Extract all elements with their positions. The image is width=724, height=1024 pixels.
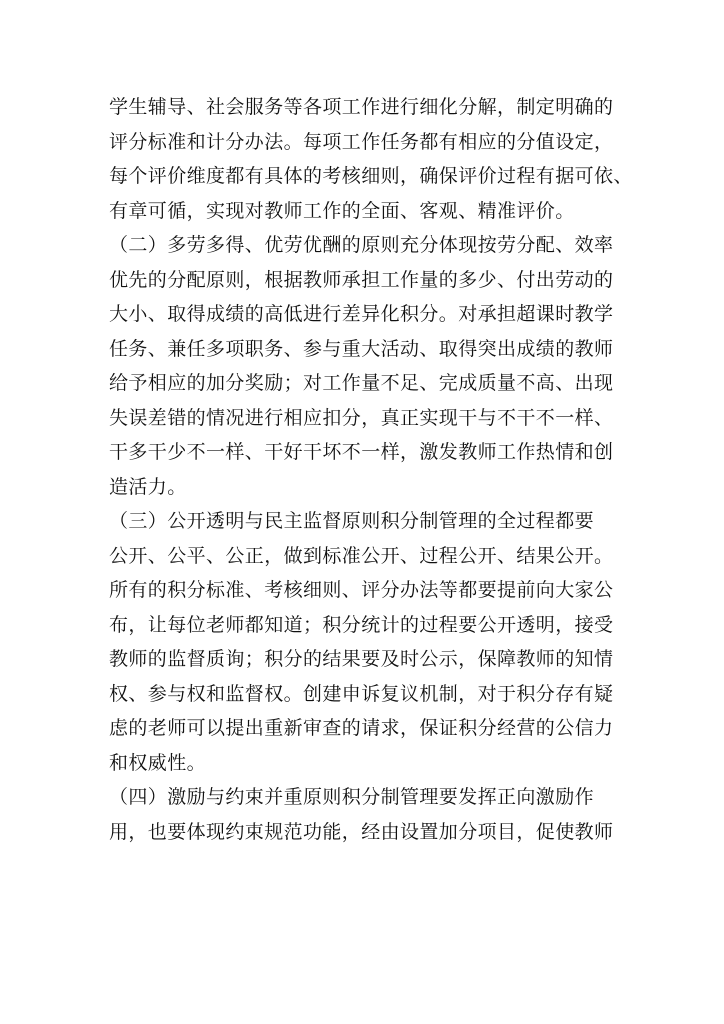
text-line: 公开、公平、公正，做到标准公开、过程公开、结果公开。 (109, 544, 614, 567)
text-line: 失误差错的情况进行相应扣分，真正实现干与不干不一样、 (109, 406, 614, 429)
section-heading-line: （三）公开透明与民主监督原则积分制管理的全过程都要 (109, 510, 595, 532)
text-line: 用，也要体现约束规范功能，经由设置加分项目，促使教师 (109, 820, 614, 843)
section-heading-line: （二）多劳多得、优劳优酬的原则充分体现按劳分配、效率 (109, 234, 614, 256)
text-line: 给予相应的加分奖励；对工作量不足、完成质量不高、出现 (109, 372, 614, 394)
text-line: 每个评价维度都有具体的考核细则，确保评价过程有据可依、 (109, 165, 633, 187)
text-line: 优先的分配原则，根据教师承担工作量的多少、付出劳动的 (109, 268, 614, 291)
text-line: 造活力。 (109, 475, 187, 498)
text-line: 教师的监督质询；积分的结果要及时公示，保障教师的知情 (109, 648, 614, 670)
text-line: 有章可循，实现对教师工作的全面、客观、精准评价。 (109, 199, 575, 222)
text-line: 权、参与权和监督权。创建申诉复议机制，对于积分存有疑 (109, 682, 614, 705)
text-line: 学生辅导、社会服务等各项工作进行细化分解，制定明确的 (109, 96, 614, 118)
text-line: 和权威性。 (109, 751, 207, 774)
text-line: 虑的老师可以提出重新审查的请求，保证积分经营的公信力 (109, 717, 614, 739)
text-line: 所有的积分标准、考核细则、评分办法等都要提前向大家公 (109, 579, 614, 601)
section-heading-line: （四）激励与约束并重原则积分制管理要发挥正向激励作 (109, 786, 595, 808)
body-text (109, 90, 724, 849)
text-line: 评分标准和计分办法。每项工作任务都有相应的分值设定， (109, 130, 614, 153)
text-line: 大小、取得成绩的高低进行差异化积分。对承担超课时教学 (109, 303, 614, 325)
text-line: 布，让每位老师都知道；积分统计的过程要公开透明，接受 (109, 613, 614, 636)
text-line: 干多干少不一样、干好干坏不一样，激发教师工作热情和创 (109, 441, 614, 463)
text-line: 任务、兼任多项职务、参与重大活动、取得突出成绩的教师 (109, 337, 614, 360)
